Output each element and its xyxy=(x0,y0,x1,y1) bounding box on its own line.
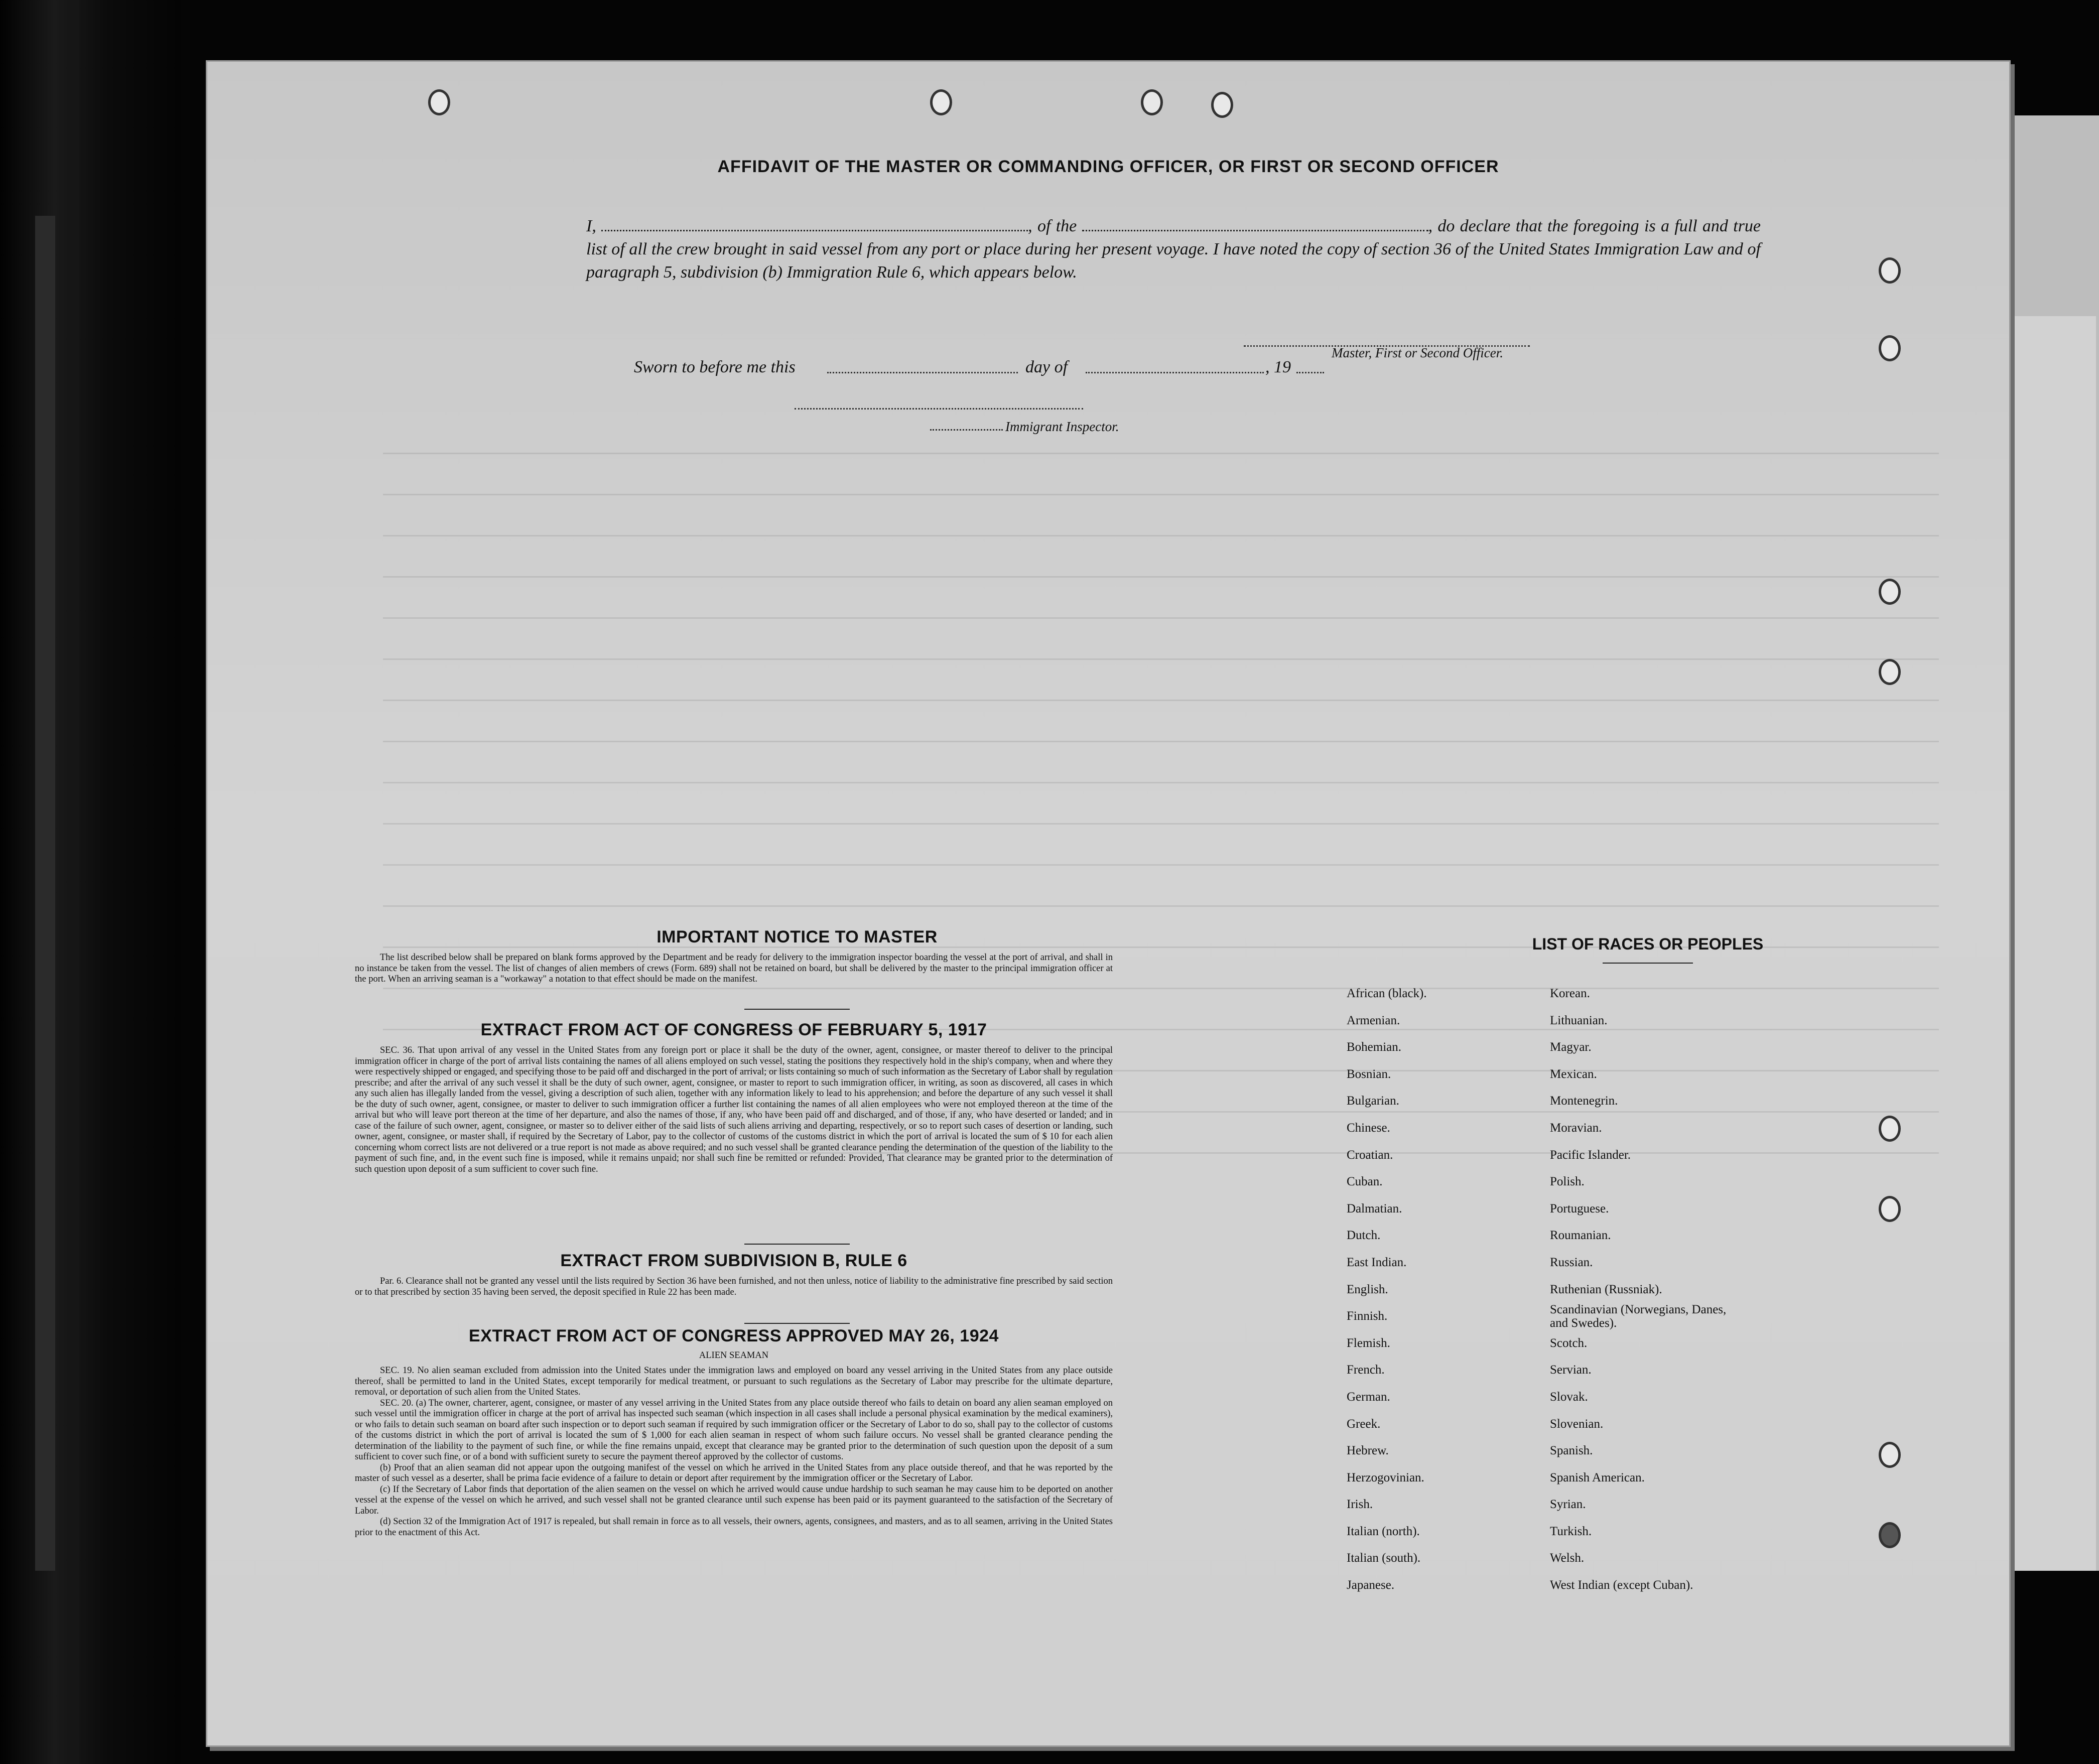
race-item: Dutch. xyxy=(1347,1229,1381,1243)
race-item: West Indian (except Cuban). xyxy=(1550,1578,1693,1592)
race-item: Italian (south). xyxy=(1347,1551,1421,1565)
extract-1924-title: EXTRACT FROM ACT OF CONGRESS APPROVED MAY 26, 1924 xyxy=(469,1326,999,1345)
divider xyxy=(744,1323,850,1324)
race-item: Slovak. xyxy=(1550,1390,1588,1404)
extract-rule6-text: Par. 6. Clearance shall not be granted any vessel until the lists required by Section 36 have been furnished, and not then unless, notice of liability to the administrative fine prescribed by said section or to that prescribed by section 35 having been served, the deposit specified in Rule 22 has been made. xyxy=(355,1276,1113,1297)
race-item: Moravian. xyxy=(1550,1121,1602,1135)
extract-1924-subtitle: ALIEN SEAMAN xyxy=(699,1350,769,1361)
race-item: Armenian. xyxy=(1347,1013,1400,1027)
extract-1924-paragraph: (c) If the Secretary of Labor finds that deportation of the alien seamen on the vessel on which he arrived would cause undue hardship to such seaman he may cause him to be deported on another vessel at the expense of the vessel on which he arrived, and such vessel shall not be granted clearance until such expense has been paid or its payment guaranteed to the satisfaction of the Secretary of Labor. xyxy=(355,1484,1113,1516)
race-item: Korean. xyxy=(1550,987,1590,1000)
race-item: Syrian. xyxy=(1550,1498,1586,1512)
punch-hole xyxy=(1879,1442,1901,1468)
extract-1924-paragraph: SEC. 19. No alien seaman excluded from admission into the United States under the immigration laws and employed on board any vessel arriving in the United States from any place outside thereof, shall be permitted to land in the United States, except temporarily for medical treatment, or pursuant to such regulations as the Secretary of Labor may prescribe for the ultimate departure, removal, or deportation of such alien from the United States. xyxy=(355,1366,1113,1397)
race-item: Pacific Islander. xyxy=(1550,1148,1631,1162)
punch-hole xyxy=(1879,1116,1901,1142)
race-item: Greek. xyxy=(1347,1417,1381,1431)
inspector-label: Immigrant Inspector. xyxy=(1005,419,1119,434)
race-item: Scandinavian (Norwegians, Danes, and Swedes). xyxy=(1550,1303,1727,1330)
document-page xyxy=(206,60,2011,1747)
affidavit-text xyxy=(586,215,1761,284)
affidavit-do-declare: , do declare xyxy=(1428,217,1511,235)
punch-hole xyxy=(1879,1196,1901,1222)
race-item: Servian. xyxy=(1550,1363,1592,1377)
race-item: Lithuanian. xyxy=(1550,1013,1608,1027)
sworn-label: Sworn to before me this xyxy=(634,358,796,376)
race-item: Spanish. xyxy=(1550,1444,1593,1458)
extract-rule6-title: EXTRACT FROM SUBDIVISION B, RULE 6 xyxy=(560,1251,907,1270)
punch-hole xyxy=(1879,257,1901,284)
race-item: Magyar. xyxy=(1550,1040,1592,1054)
race-item: Japanese. xyxy=(1347,1578,1395,1592)
affidavit-of-the: , of the xyxy=(1028,217,1077,235)
sworn-day-line xyxy=(827,372,1018,373)
notice-title: IMPORTANT NOTICE TO MASTER xyxy=(657,927,938,946)
race-item: Ruthenian (Russniak). xyxy=(1550,1282,1662,1296)
punch-hole xyxy=(1879,335,1901,361)
divider xyxy=(744,1244,850,1245)
inspector-signature-line-lower xyxy=(930,429,1003,431)
divider xyxy=(1603,963,1693,964)
race-item: Italian (north). xyxy=(1347,1524,1420,1538)
race-item: Finnish. xyxy=(1347,1309,1388,1323)
punch-hole xyxy=(428,89,450,115)
punch-hole xyxy=(1879,1522,1901,1548)
sworn-month-line xyxy=(1086,372,1264,373)
affidavit-title: AFFIDAVIT OF THE MASTER OR COMMANDING OFFICER, OR FIRST OR SECOND OFFICER xyxy=(717,157,1499,176)
extract-1924-text xyxy=(355,1366,1113,1538)
name-blank xyxy=(601,216,1028,231)
race-item: Irish. xyxy=(1347,1498,1373,1512)
race-item: Bosnian. xyxy=(1347,1067,1391,1081)
race-item: Hebrew. xyxy=(1347,1444,1389,1458)
race-item: Chinese. xyxy=(1347,1121,1390,1135)
binder-edge xyxy=(0,0,181,1764)
sworn-year-line xyxy=(1296,372,1324,373)
race-item: Herzogovinian. xyxy=(1347,1470,1424,1484)
race-item: Roumanian. xyxy=(1550,1229,1611,1243)
race-item: German. xyxy=(1347,1390,1390,1404)
race-item: English. xyxy=(1347,1282,1388,1296)
race-item: Spanish American. xyxy=(1550,1470,1645,1484)
race-item: Croatian. xyxy=(1347,1148,1393,1162)
race-item: East Indian. xyxy=(1347,1255,1407,1269)
vessel-blank xyxy=(1082,216,1428,231)
divider xyxy=(744,1009,850,1010)
extract-1924-paragraph: SEC. 20. (a) The owner, charterer, agent, consignee, or master of any vessel arriving in the United States from any place outside thereof who fails to detain on board any alien seaman employed on such vessel until the immigration officer in charge at the port of arrival has inspected such seaman (which inspection in all cases shall include a personal physical examination by the medical examiners), or who fails to detain such seaman on board after such inspection or to deport such seaman if required by such immigration officer or the Secretary of Labor to do so, shall pay to the collector of customs of the customs district in which the port of arrival is located the sum of $ 1,000 for each alien seaman in respect of whom such failure occurs. No vessel shall be granted clearance pending the determination of the liability to the payment of such fine, or while the fine remains unpaid, except that clearance may be granted prior to the determination of such question upon the deposit of a sum sufficient to cover such fine, or of a bond with sufficient surety to secure the payment thereof approved by the collector of customs. xyxy=(355,1398,1113,1462)
race-item: Mexican. xyxy=(1550,1067,1597,1081)
race-item: Dalmatian. xyxy=(1347,1201,1402,1215)
races-right-column xyxy=(1550,980,1731,1599)
races-title: LIST OF RACES OR PEOPLES xyxy=(1532,935,1764,953)
extract-1924-paragraph: (b) Proof that an alien seaman did not appear upon the outgoing manifest of the vessel on which he arrived in the United States from any place outside thereof, and that he was reported by the master of such vessel as a deserter, shall be prima facie evidence of a failure to detain or deport after requirement by the immigration officer or the Secretary of Labor. xyxy=(355,1462,1113,1483)
binder-strip-inner xyxy=(70,0,79,1764)
race-item: Flemish. xyxy=(1347,1336,1390,1350)
affidavit-body: that the foregoing is a full and true list of all the crew brought in said vessel from any port or place during her present voyage. I have noted the copy of section 36 of the United States Immigration Law and of paragraph 5, subdivision (b) Immigration Rule 6, which appears below. xyxy=(586,217,1761,282)
race-item: Polish. xyxy=(1550,1175,1585,1189)
day-of-label: day of xyxy=(1025,358,1068,376)
race-item: Welsh. xyxy=(1550,1551,1585,1565)
race-item: Turkish. xyxy=(1550,1524,1592,1538)
race-item: Bohemian. xyxy=(1347,1040,1402,1054)
master-signature-label: Master, First or Second Officer. xyxy=(1332,345,1503,360)
race-item: Bulgarian. xyxy=(1347,1094,1399,1108)
race-item: Montenegrin. xyxy=(1550,1094,1618,1108)
race-item: Cuban. xyxy=(1347,1175,1383,1189)
affidavit-i: I, xyxy=(586,217,596,235)
punch-hole xyxy=(1141,89,1163,115)
race-item: African (black). xyxy=(1347,987,1427,1000)
race-item: Slovenian. xyxy=(1550,1417,1604,1431)
inspector-signature-line xyxy=(795,408,1083,410)
race-item: Russian. xyxy=(1550,1255,1593,1269)
punch-hole xyxy=(1211,92,1233,118)
binder-strip xyxy=(35,216,55,1571)
race-item: Portuguese. xyxy=(1550,1201,1609,1215)
extract-1917-text: SEC. 36. That upon arrival of any vessel in the United States from any foreign port or place it shall be the duty of the owner, agent, consignee, or master thereof to deliver to the principal immigration officer in charge of the port of arrival lists containing the names of all aliens employed on such vessel, stating the positions they respectively hold in the ship's company, when and where they were respectively shipped or engaged, and specifying those to be paid off and discharged in the port of arrival; or lists containing so much of such information as the Secretary of Labor shall by regulation prescribe; and after the arrival of any such vessel it shall be the duty of such owner, agent, consignee, or master to report to such immigration officer, in writing, as soon as discovered, all cases in which any such alien has illegally landed from the vessel, giving a description of such alien, together with any information likely to lead to his apprehension; and before the departure of any such vessel it shall be the duty of such owner, agent, consignee, or master to deliver to such immigration officer a further list containing the names of all alien employees who were not employed thereon at the time of the arrival but who will leave port thereon at the time of her departure, and also the names of those, if any, who have been paid off and discharged, and of those, if any, who have deserted or landed; and in case of the failure of such owner, agent, consignee, or master so to deliver either of the said lists of such aliens arriving and departing, respectively, or so to report such cases of desertion or landing, such owner, agent, consignee, or master shall, if required by the Secretary of Labor, pay to the collector of customs of the customs district in which the port of arrival is located the sum of $ 10 for each alien concerning whom correct lists are not delivered or a true report is not made as above required; and no such vessel shall be granted clearance pending the determination of the question of the liability to the payment of such fine, and, in the event such fine is imposed, while it remains unpaid; nor shall such fine be remitted or refunded: Provided, That clearance may be granted prior to the determination of such question upon deposit of a sum sufficient to cover such fine. xyxy=(355,1045,1113,1174)
year-label: , 19 xyxy=(1265,358,1291,376)
extract-1917-title: EXTRACT FROM ACT OF CONGRESS OF FEBRUARY 5, 1917 xyxy=(480,1020,987,1039)
race-item: Scotch. xyxy=(1550,1336,1588,1350)
notice-text: The list described below shall be prepared on blank forms approved by the Department and be ready for delivery to the immigration inspector boarding the vessel at the port of arrival, and shall in no instance be taken from the vessel. The list of changes of alien members of crews (Form. 689) shall not be retained on board, but shall be delivered by the master to the principal immigration officer at the port. When an arriving seaman is a "workaway" a notation to that effect should be made on the manifest. xyxy=(355,953,1113,984)
punch-hole xyxy=(930,89,952,115)
punch-hole xyxy=(1879,659,1901,685)
races-left-column xyxy=(1347,980,1427,1599)
race-item: French. xyxy=(1347,1363,1385,1377)
punch-hole xyxy=(1879,579,1901,605)
extract-1924-paragraph: (d) Section 32 of the Immigration Act of 1917 is repealed, but shall remain in force as to all vessels, their owners, agents, consignees, and masters, and as to all seamen, arriving in the United States prior to the enactment of this Act. xyxy=(355,1517,1113,1538)
